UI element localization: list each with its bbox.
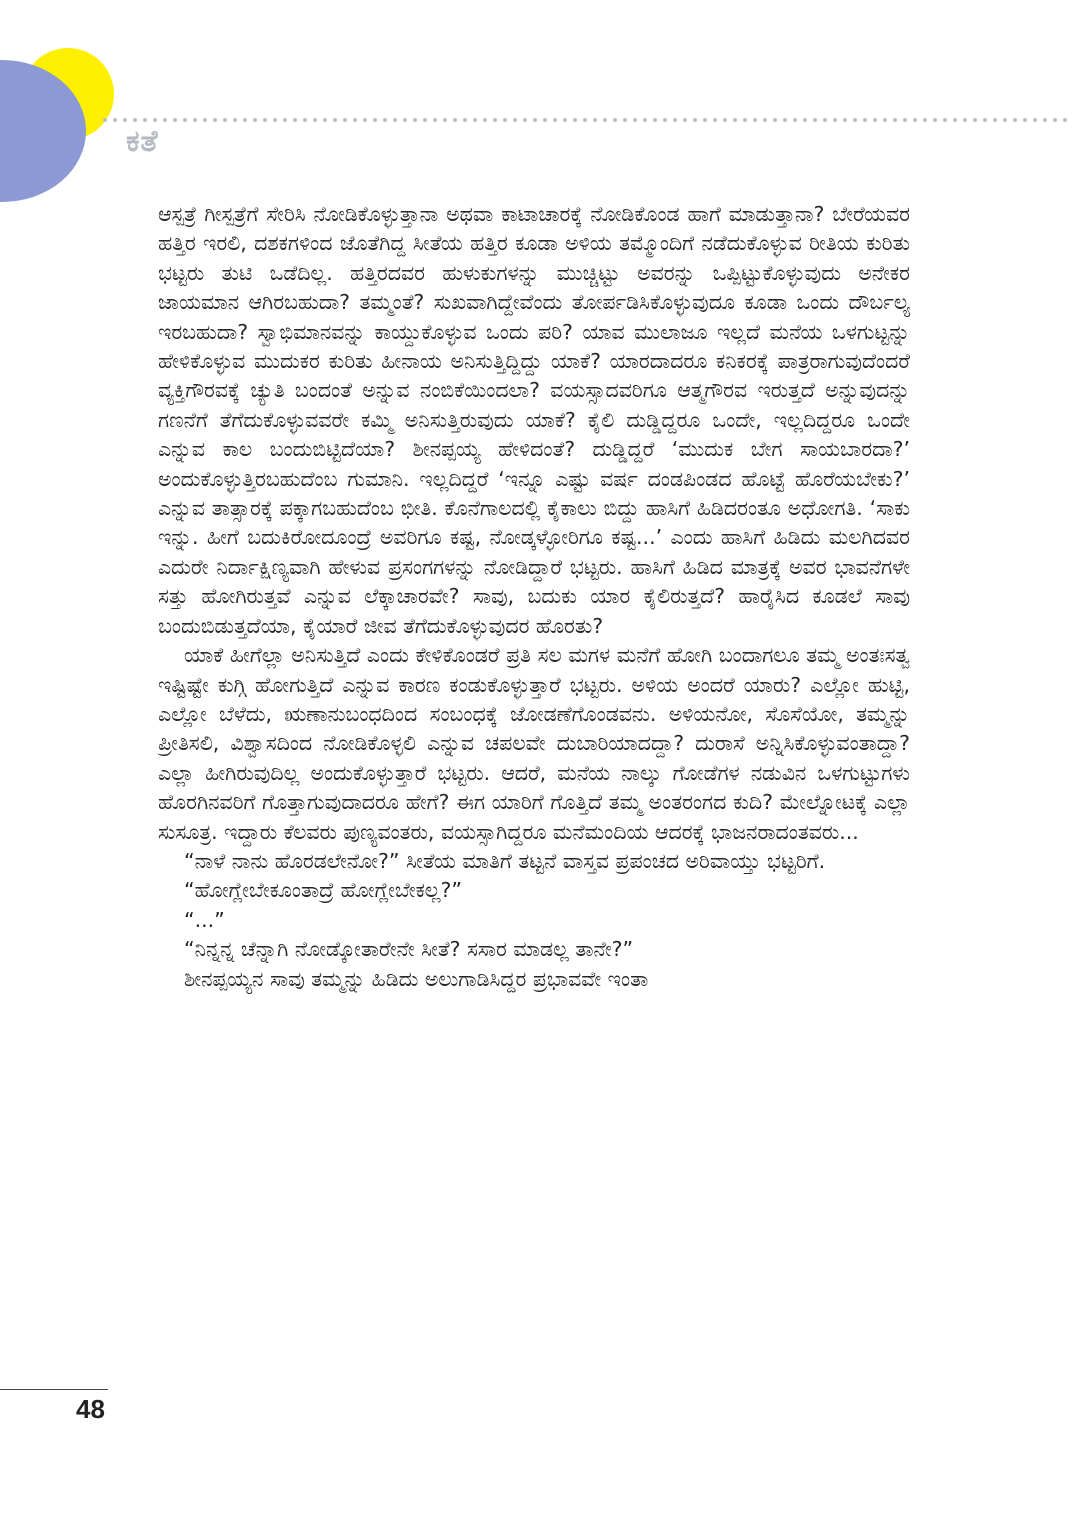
footer-rule <box>0 1389 108 1390</box>
paragraph-4: “ಹೋಗ್ಲೇಬೇಕೂಂತಾದ್ರೆ ಹೋಗ್ಲೇಬೇಕಲ್ಲ?” <box>184 878 463 903</box>
paragraph-7: ಶೀನಪ್ಪಯ್ಯನ ಸಾವು ತಮ್ಮನ್ನು ಹಿಡಿದು ಅಲುಗಾಡಿಸಿದ್ದರ ಪ್ರಭಾವವೇ ಇಂತಾ <box>184 966 649 991</box>
page-number: 48 <box>76 1394 105 1424</box>
dotted-header-rule <box>100 116 1072 124</box>
paragraph-5: “...” <box>184 907 225 932</box>
section-label: ಕತೆ <box>126 124 159 159</box>
paragraph-3: “ನಾಳೆ ನಾನು ಹೊರಡಲೇನೋ?” ಸೀತೆಯ ಮಾತಿಗೆ ತಟ್ಟನೆ ವಾಸ್ತವ ಪ್ರಪಂಚದ ಅರಿವಾಯ್ತು ಭಟ್ಟರಿಗೆ. <box>184 848 826 873</box>
story-body <box>158 200 910 994</box>
paragraph-6: “ನಿನ್ನನ್ನ ಚೆನ್ನಾಗಿ ನೋಡ್ಕೋತಾರೇನೇ ಸೀತೆ? ಸಸಾರ ಮಾಡಲ್ಲ ತಾನೇ?” <box>184 937 634 962</box>
paragraph-1: ಆಸ್ಪತ್ರೆ ಗೀಸ್ಪತ್ರೆಗೆ ಸೇರಿಸಿ ನೋಡಿಕೊಳ್ಳುತ್ತಾನಾ ಅಥವಾ ಕಾಟಾಚಾರಕ್ಕೆ ನೋಡಿಕೊಂಡ ಹಾಗೆ ಮಾಡುತ್ತಾನಾ? ಬೇರೆಯವರ ಹತ್ತಿರ ಇರಲಿ, ದಶಕಗಳಿಂದ ಜೊತೆಗಿದ್ದ ಸೀತೆಯ ಹತ್ತಿರ ಕೂಡಾ ಅಳಿಯ ತಮ್ಮೊಂದಿಗೆ ನಡೆದುಕೊಳ್ಳುವ ರೀತಿಯ ಕುರಿತು ಭಟ್ಟರು ತುಟಿ ಒಡೆದಿಲ್ಲ. ಹತ್ತಿರದವರ ಹುಳುಕುಗಳನ್ನು ಮುಚ್ಚಿಟ್ಟು ಅವರನ್ನು ಒಪ್ಪಿಟ್ಟುಕೊಳ್ಳುವುದು ಅನೇಕರ ಜಾಯಮಾನ ಆಗಿರಬಹುದಾ? ತಮ್ಮಂತೆ? ಸುಖವಾಗಿದ್ದೇವೆಂದು ತೋರ್ಪಡಿಸಿಕೊಳ್ಳುವುದೂ ಕೂಡಾ ಒಂದು ದೌರ್ಬಲ್ಯ ಇರಬಹುದಾ? ಸ್ವಾಭಿಮಾನವನ್ನು ಕಾಯ್ದುಕೊಳ್ಳುವ ಒಂದು ಪರಿ? ಯಾವ ಮುಲಾಜೂ ಇಲ್ಲದೆ ಮನೆಯ ಒಳಗುಟ್ಟನ್ನು ಹೇಳಿಕೊಳ್ಳುವ ಮುದುಕರ ಕುರಿತು ಹೀನಾಯ ಅನಿಸುತ್ತಿದ್ದಿದ್ದು ಯಾಕೆ? ಯಾರದಾದರೂ ಕನಿಕರಕ್ಕೆ ಪಾತ್ರರಾಗುವುದೆಂದರೆ ವ್ಯಕ್ತಿಗೌರವಕ್ಕೆ ಚ್ಯುತಿ ಬಂದಂತೆ ಅನ್ನುವ ನಂಬಿಕೆಯಿಂದಲಾ? ವಯಸ್ಸಾದವರಿಗೂ ಆತ್ಮಗೌರವ ಇರುತ್ತದೆ ಅನ್ನುವುದನ್ನು ಗಣನೆಗೆ ತೆಗೆದುಕೊಳ್ಳುವವರೇ ಕಮ್ಮಿ ಅನಿಸುತ್ತಿರುವುದು ಯಾಕೆ? ಕೈಲಿ ದುಡ್ಡಿದ್ದರೂ ಒಂದೇ, ಇಲ್ಲದಿದ್ದರೂ ಒಂದೇ ಎನ್ನುವ ಕಾಲ ಬಂದುಬಿಟ್ಟಿದೆಯಾ? ಶೀನಪ್ಪಯ್ಯ ಹೇಳಿದಂತೆ? ದುಡ್ಡಿದ್ದರೆ ‘ಮುದುಕ ಬೇಗ ಸಾಯಬಾರದಾ?’ ಅಂದುಕೊಳ್ಳುತ್ತಿರಬಹುದೆಂಬ ಗುಮಾನಿ. ಇಲ್ಲದಿದ್ದರೆ ‘ಇನ್ನೂ ಎಷ್ಟು ವರ್ಷ ದಂಡಪಿಂಡದ ಹೊಟ್ಟೆ ಹೊರೆಯಬೇಕು?’ ಎನ್ನುವ ತಾತ್ಸಾರಕ್ಕೆ ಪಕ್ಕಾಗಬಹುದೆಂಬ ಭೀತಿ. ಕೊನೆಗಾಲದಲ್ಲಿ ಕೈಕಾಲು ಬಿದ್ದು ಹಾಸಿಗೆ ಹಿಡಿದರಂತೂ ಅಧೋಗತಿ. ‘ಸಾಕು ಇನ್ನು. ಹೀಗೆ ಬದುಕಿರೋದೂಂದ್ರೆ ಅವರಿಗೂ ಕಷ್ಟ, ನೋಡ್ಕಳ್ಳೋರಿಗೂ ಕಷ್ಟ...’ ಎಂದು ಹಾಸಿಗೆ ಹಿಡಿದು ಮಲಗಿದವರ ಎದುರೇ ನಿರ್ದಾಕ್ಷಿಣ್ಯವಾಗಿ ಹೇಳುವ ಪ್ರಸಂಗಗಳನ್ನು ನೋಡಿದ್ದಾರೆ ಭಟ್ಟರು. ಹಾಸಿಗೆ ಹಿಡಿದ ಮಾತ್ರಕ್ಕೆ ಅವರ ಭಾವನೆಗಳೇ ಸತ್ತು ಹೋಗಿರುತ್ತವೆ ಎನ್ನುವ ಲೆಕ್ಕಾಚಾರವೇ? ಸಾವು, ಬದುಕು ಯಾರ ಕೈಲಿರುತ್ತದೆ? ಹಾರೈಸಿದ ಕೂಡಲೆ ಸಾವು ಬಂದುಬಿಡುತ್ತದೆಯಾ, ಕೈಯಾರೆ ಜೀವ ತೆಗೆದುಕೊಳ್ಳುವುದರ ಹೊರತು? <box>158 202 910 638</box>
paragraph-2: ಯಾಕೆ ಹೀಗೆಲ್ಲಾ ಅನಿಸುತ್ತಿದೆ ಎಂದು ಕೇಳಿಕೊಂಡರೆ ಪ್ರತಿ ಸಲ ಮಗಳ ಮನೆಗೆ ಹೋಗಿ ಬಂದಾಗಲೂ ತಮ್ಮ ಅಂತಃಸತ್ವ ಇಷ್ಟಿಷ್ಟೇ ಕುಗ್ಗಿ ಹೋಗುತ್ತಿದೆ ಎನ್ನುವ ಕಾರಣ ಕಂಡುಕೊಳ್ಳುತ್ತಾರೆ ಭಟ್ಟರು. ಅಳಿಯ ಅಂದರೆ ಯಾರು? ಎಲ್ಲೋ ಹುಟ್ಟಿ, ಎಲ್ಲೋ ಬೆಳೆದು, ಋಣಾನುಬಂಧದಿಂದ ಸಂಬಂಧಕ್ಕೆ ಜೋಡಣೆಗೊಂಡವನು. ಅಳಿಯನೋ, ಸೊಸೆಯೋ, ತಮ್ಮನ್ನು ಪ್ರೀತಿಸಲಿ, ವಿಶ್ವಾಸದಿಂದ ನೋಡಿಕೊಳ್ಳಲಿ ಎನ್ನುವ ಚಪಲವೇ ದುಬಾರಿಯಾದದ್ದಾ? ದುರಾಸೆ ಅನ್ನಿಸಿಕೊಳ್ಳುವಂತಾದ್ದಾ? ಎಲ್ಲಾ ಹೀಗಿರುವುದಿಲ್ಲ ಅಂದುಕೊಳ್ಳುತ್ತಾರೆ ಭಟ್ಟರು. ಆದರೆ, ಮನೆಯ ನಾಲ್ಕು ಗೋಡೆಗಳ ನಡುವಿನ ಒಳಗುಟ್ಟುಗಳು ಹೊರಗಿನವರಿಗೆ ಗೊತ್ತಾಗುವುದಾದರೂ ಹೇಗೆ? ಈಗ ಯಾರಿಗೆ ಗೊತ್ತಿದೆ ತಮ್ಮ ಅಂತರಂಗದ ಕುದಿ? ಮೇಲ್ನೋಟಕ್ಕೆ ಎಲ್ಲಾ ಸುಸೂತ್ರ. ಇದ್ದಾರು ಕೆಲವರು ಪುಣ್ಯವಂತರು, ವಯಸ್ಸಾಗಿದ್ದರೂ ಮನೆಮಂದಿಯ ಆದರಕ್ಕೆ ಭಾಜನರಾದಂತವರು... <box>158 643 910 844</box>
